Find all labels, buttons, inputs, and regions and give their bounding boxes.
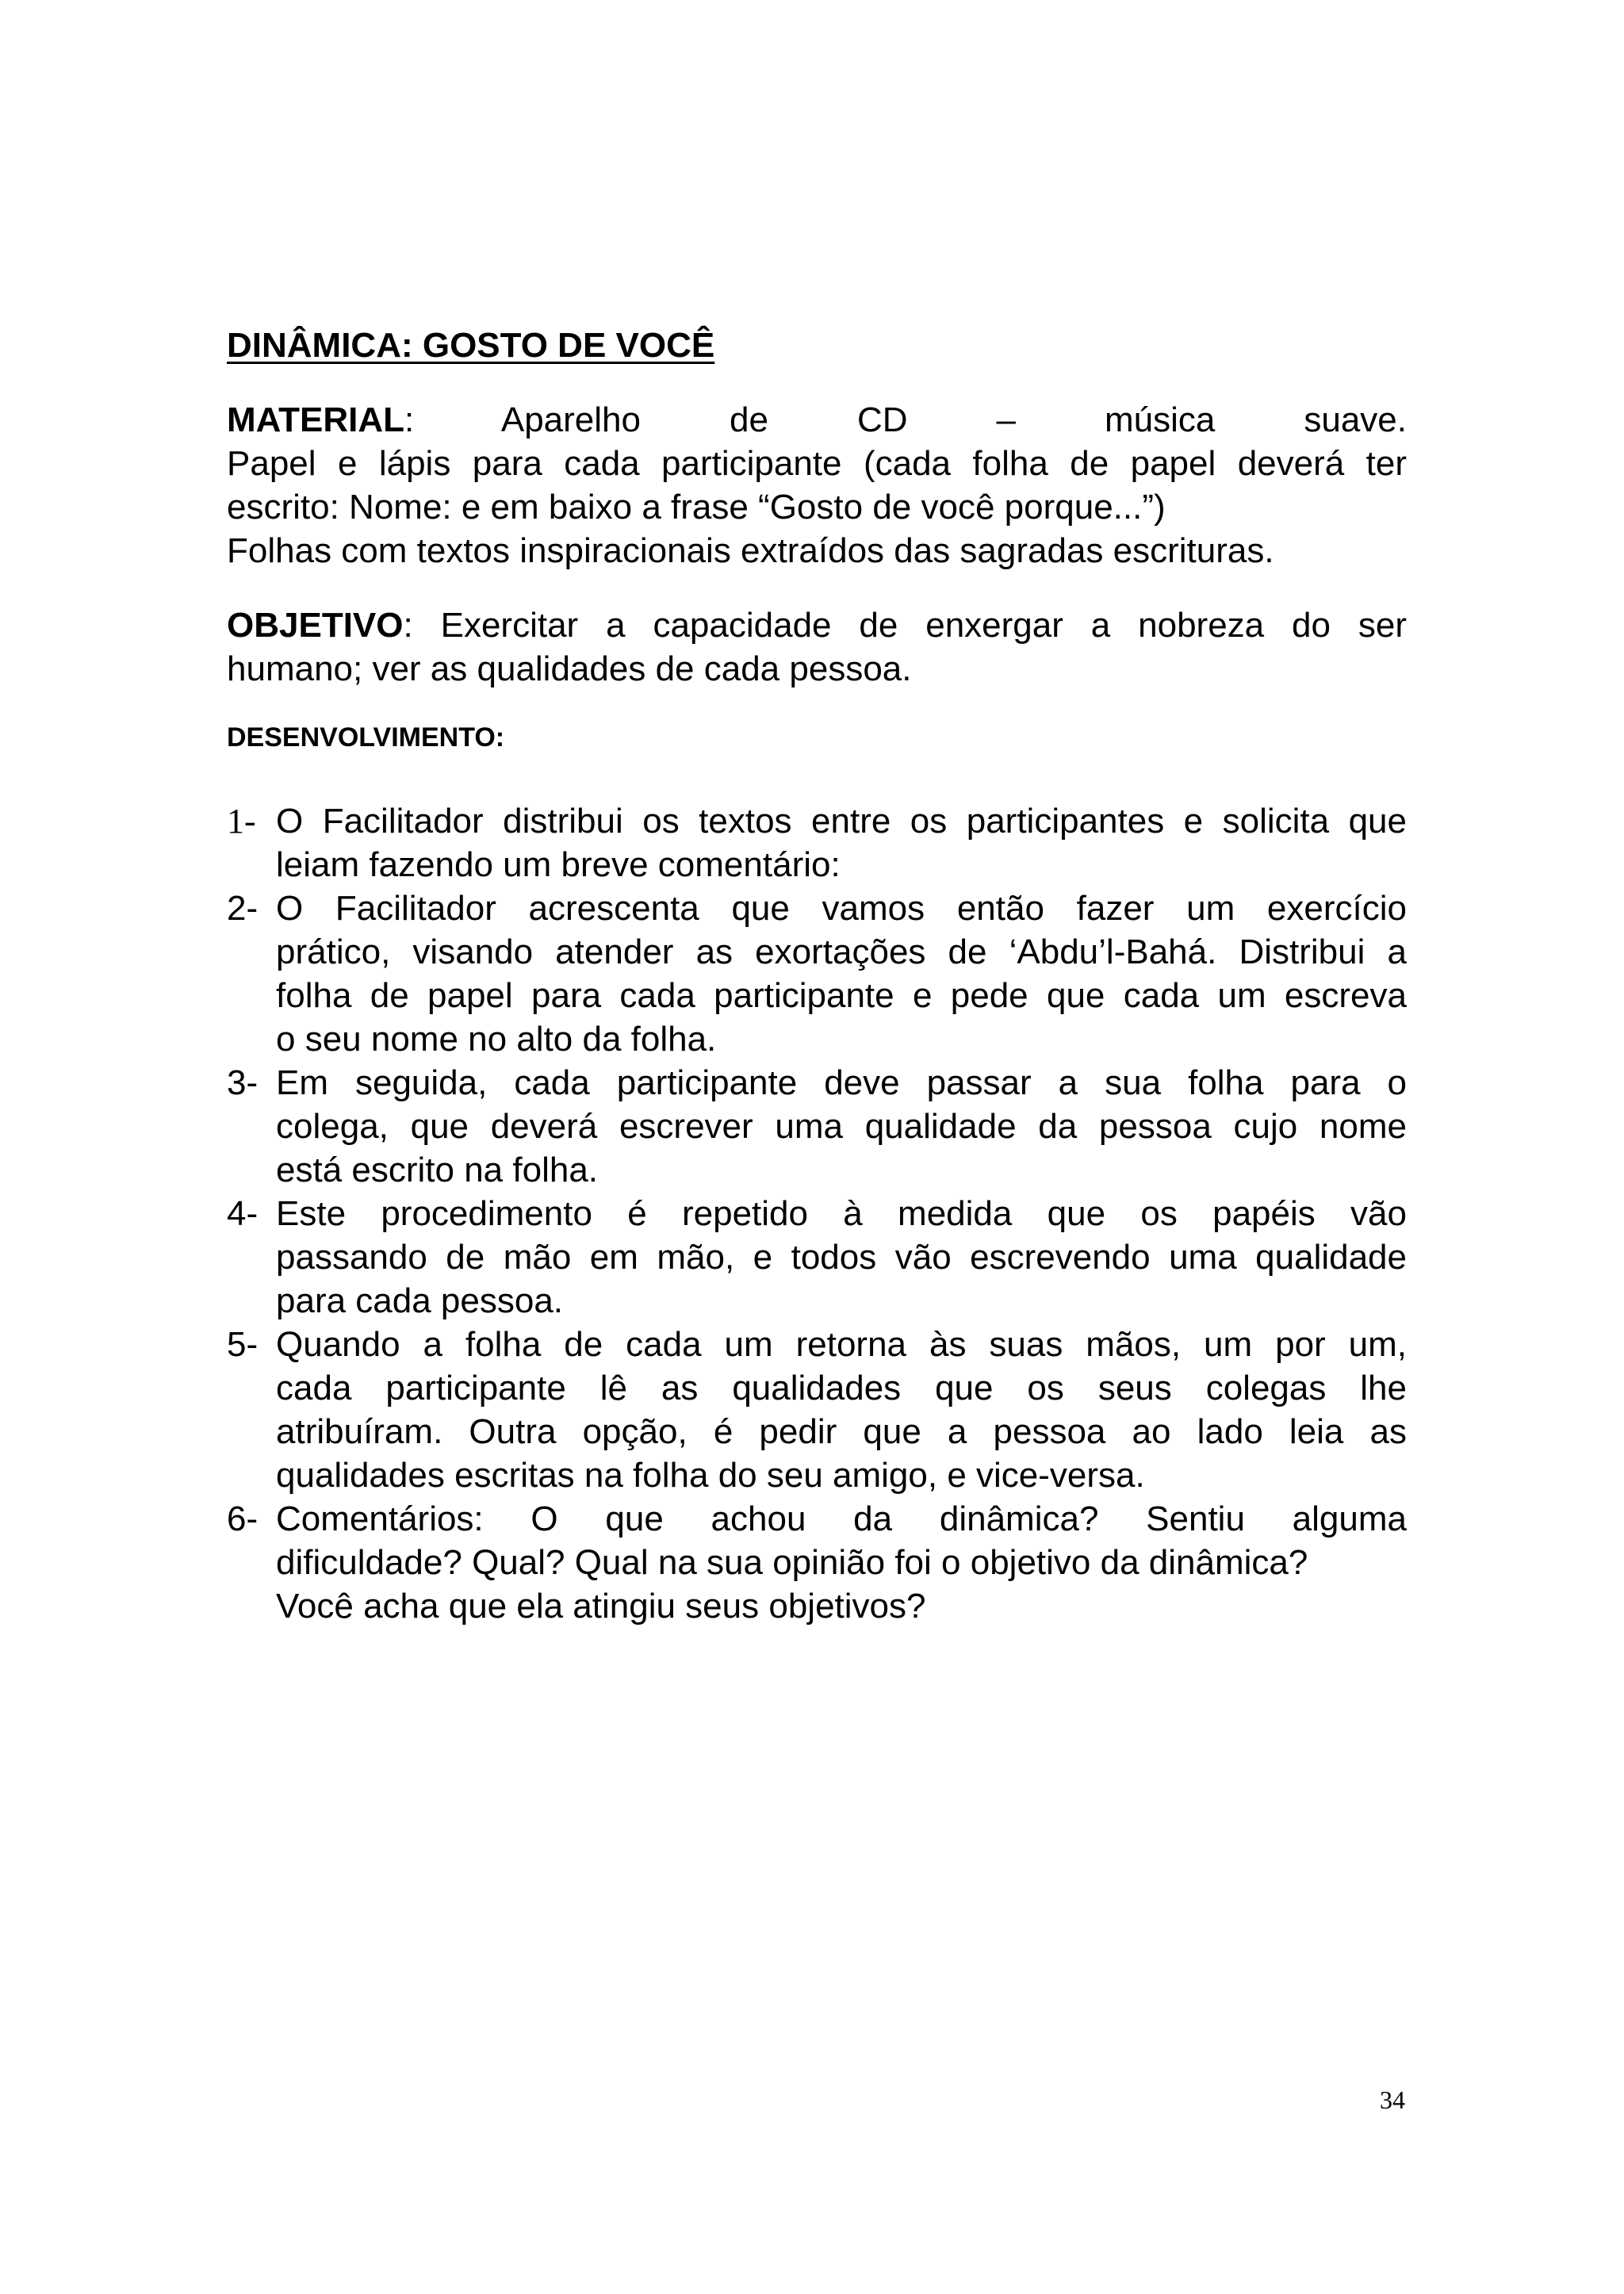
step-text-line: Em seguida, cada participante deve passar a sua folha para o	[276, 1063, 1407, 1102]
step-text-line: Você acha que ela atingiu seus objetivos?	[276, 1587, 926, 1626]
document-title: DINÂMICA: GOSTO DE VOCÊ	[227, 326, 715, 365]
step-number: 4-	[227, 1194, 259, 1233]
list-item	[227, 1061, 1407, 1192]
material-section	[227, 398, 1407, 573]
step-text-line: está escrito na folha.	[276, 1151, 599, 1189]
step-text-line: passando de mão em mão, e todos vão escrevendo uma qualidade	[276, 1238, 1407, 1277]
steps-list	[227, 799, 1407, 1628]
step-number: 2-	[227, 889, 259, 928]
step-text-line: Comentários: O que achou da dinâmica? Sentiu alguma	[276, 1499, 1407, 1538]
step-text-line: para cada pessoa.	[276, 1281, 564, 1320]
step-text-line: Este procedimento é repetido à medida que os papéis vão	[276, 1194, 1407, 1233]
list-item	[227, 1192, 1407, 1323]
step-text-line: folha de papel para cada participante e pede que cada um escreva	[276, 976, 1407, 1015]
step-text-line: O Facilitador acrescenta que vamos então fazer um exercício	[276, 889, 1407, 928]
step-text-line: atribuíram. Outra opção, é pedir que a pessoa ao lado leia as	[276, 1412, 1407, 1451]
material-text-line: : Aparelho de CD – música suave.	[404, 400, 1407, 439]
material-text-line: escrito: Nome: e em baixo a frase “Gosto de você porque...”)	[227, 488, 1166, 527]
step-text-line: prático, visando atender as exortações de ‘Abdu’l-Bahá. Distribui a	[276, 933, 1407, 971]
objetivo-text-line: humano; ver as qualidades de cada pessoa.	[227, 649, 912, 688]
step-text-line: colega, que deverá escrever uma qualidade da pessoa cujo nome	[276, 1107, 1407, 1146]
list-item	[227, 887, 1407, 1061]
desenvolvimento-heading: DESENVOLVIMENTO:	[227, 722, 505, 753]
list-item	[227, 1497, 1407, 1628]
objetivo-text-line: : Exercitar a capacidade de enxergar a nobreza do ser	[403, 606, 1407, 645]
step-text-line: cada participante lê as qualidades que os seus colegas lhe	[276, 1369, 1407, 1407]
step-number: 1-	[227, 802, 256, 841]
step-text-line: Quando a folha de cada um retorna às suas mãos, um por um,	[276, 1325, 1407, 1364]
list-item	[227, 1323, 1407, 1497]
step-number: 5-	[227, 1325, 259, 1364]
page-number: 34	[1380, 2085, 1405, 2114]
list-item	[227, 799, 1407, 887]
step-number: 3-	[227, 1063, 259, 1102]
step-number: 6-	[227, 1499, 259, 1538]
material-text-line: Folhas com textos inspiracionais extraídos das sagradas escrituras.	[227, 531, 1274, 570]
step-text-line: O Facilitador distribui os textos entre os participantes e solicita que	[276, 802, 1407, 841]
objetivo-section	[227, 603, 1407, 691]
material-label: MATERIAL	[227, 400, 405, 439]
document-body	[227, 324, 1407, 1628]
objetivo-label: OBJETIVO	[227, 606, 404, 645]
step-text-line: leiam fazendo um breve comentário:	[276, 845, 841, 884]
material-text-line: Papel e lápis para cada participante (cada folha de papel deverá ter	[227, 444, 1407, 483]
step-text-line: dificuldade? Qual? Qual na sua opinião foi o objetivo da dinâmica?	[276, 1543, 1308, 1582]
step-text-line: o seu nome no alto da folha.	[276, 1020, 717, 1059]
step-text-line: qualidades escritas na folha do seu amigo, e vice-versa.	[276, 1456, 1145, 1495]
